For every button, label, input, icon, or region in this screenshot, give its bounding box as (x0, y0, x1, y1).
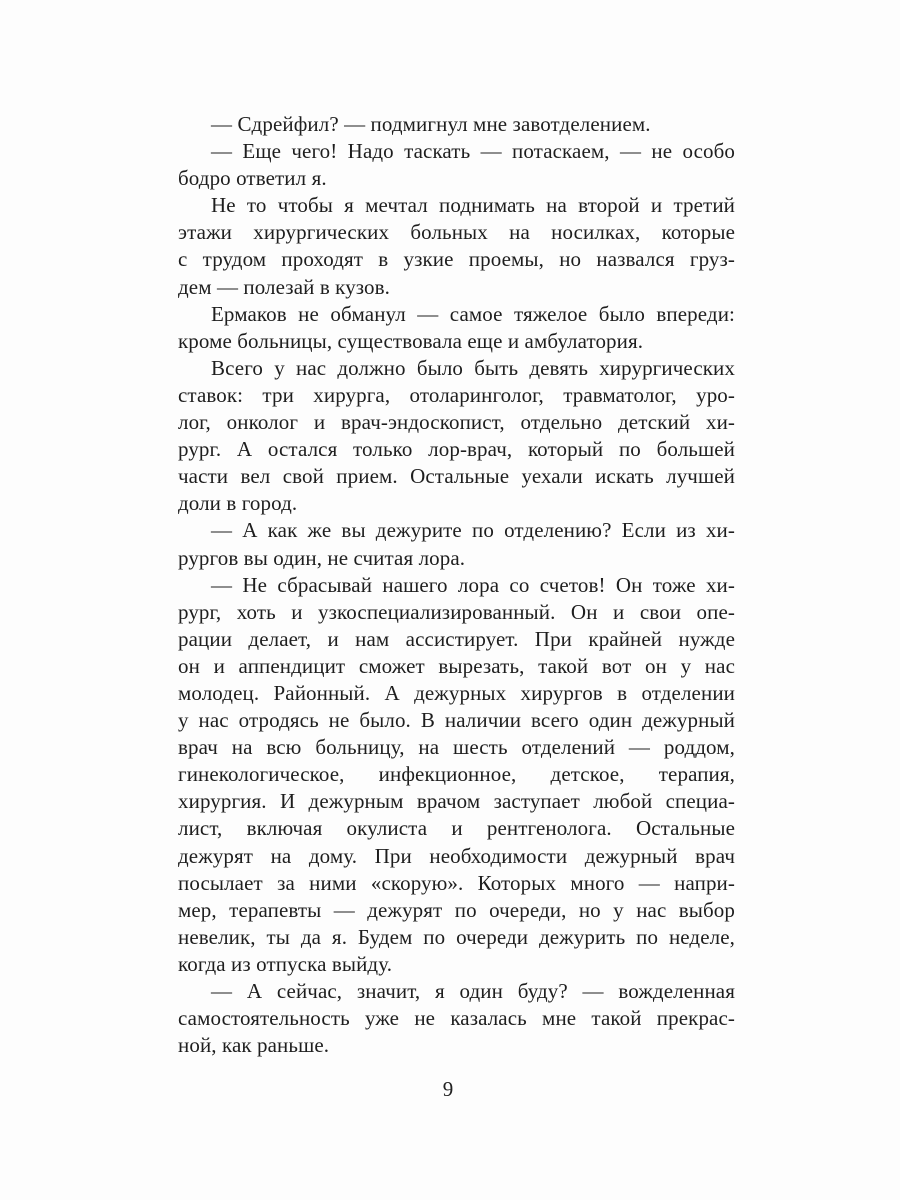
text-line: этажи хирургических больных на носилках, которые (178, 220, 735, 245)
text-line: гинекологическое, инфекционное, детское, терапия, (178, 762, 735, 787)
text-line: с трудом проходят в узкие проемы, но назвался груз- (178, 247, 735, 272)
text-line: невелик, ты да я. Будем по очереди дежурить по неделе, (178, 924, 735, 949)
text-line: части вел свой прием. Остальные уехали искать лучшей (178, 464, 735, 489)
text-line: кроме больницы, существовала еще и амбулатория. (178, 328, 644, 353)
text-line: — А как же вы дежурите по отделению? Если из хи- (211, 518, 735, 543)
text-line: когда из отпуска выйду. (178, 951, 393, 976)
text-line: рургов вы один, не считая лора. (178, 545, 466, 570)
text-line: ставок: три хирурга, отоларинголог, травматолог, уро- (178, 382, 735, 407)
text-line: дежурят на дому. При необходимости дежурный врач (178, 843, 735, 868)
text-line: бодро ответил я. (178, 166, 327, 191)
text-line: Ермаков не обманул — самое тяжелое было впереди: (211, 301, 735, 326)
text-line: лист, включая окулиста и рентгенолога. Остальные (178, 816, 735, 841)
text-line: — Не сбрасывай нашего лора со счетов! Он тоже хи- (211, 572, 735, 597)
text-line: доли в город. (178, 491, 298, 516)
text-line: Не то чтобы я мечтал поднимать на второй и третий (211, 193, 735, 218)
text-line: молодец. Районный. А дежурных хирургов в отделении (178, 680, 735, 705)
text-line: рург. А остался только лор-врач, который по большей (178, 437, 735, 462)
text-line: он и аппендицит сможет вырезать, такой вот он у нас (178, 653, 735, 678)
text-line: — А сейчас, значит, я один буду? — вожделенная (211, 979, 735, 1003)
text-line: мер, терапевты — дежурят по очереди, но у нас выбор (178, 897, 735, 922)
text-line: хирургия. И дежурным врачом заступает любой специа- (178, 789, 735, 814)
text-line: дем — полезай в кузов. (178, 274, 391, 299)
text-line: ной, как раньше. (178, 1033, 330, 1058)
text-line: — Сдрейфил? — подмигнул мне завотделением. (211, 112, 651, 136)
text-line: посылает за ними «скорую». Которых много — напри- (178, 870, 735, 895)
page-number: 9 (442, 1077, 454, 1101)
text-line: — Еще чего! Надо таскать — потаскаем, — не особо (211, 139, 735, 164)
text-line: врач на всю больницу, на шесть отделений — роддом, (178, 735, 735, 760)
text-line: рург, хоть и узкоспециализированный. Он и свои опе- (178, 599, 735, 624)
page-text-block (178, 111, 735, 1059)
text-line: рации делает, и нам ассистирует. При крайней нужде (178, 626, 735, 651)
text-line: самостоятельность уже не казалась мне такой прекрас- (178, 1006, 735, 1031)
text-line: Всего у нас должно было быть девять хирургических (211, 355, 735, 380)
text-line: у нас отродясь не было. В наличии всего один дежурный (178, 708, 735, 733)
text-line: лог, онколог и врач-эндоскопист, отдельно детский хи- (178, 410, 735, 435)
